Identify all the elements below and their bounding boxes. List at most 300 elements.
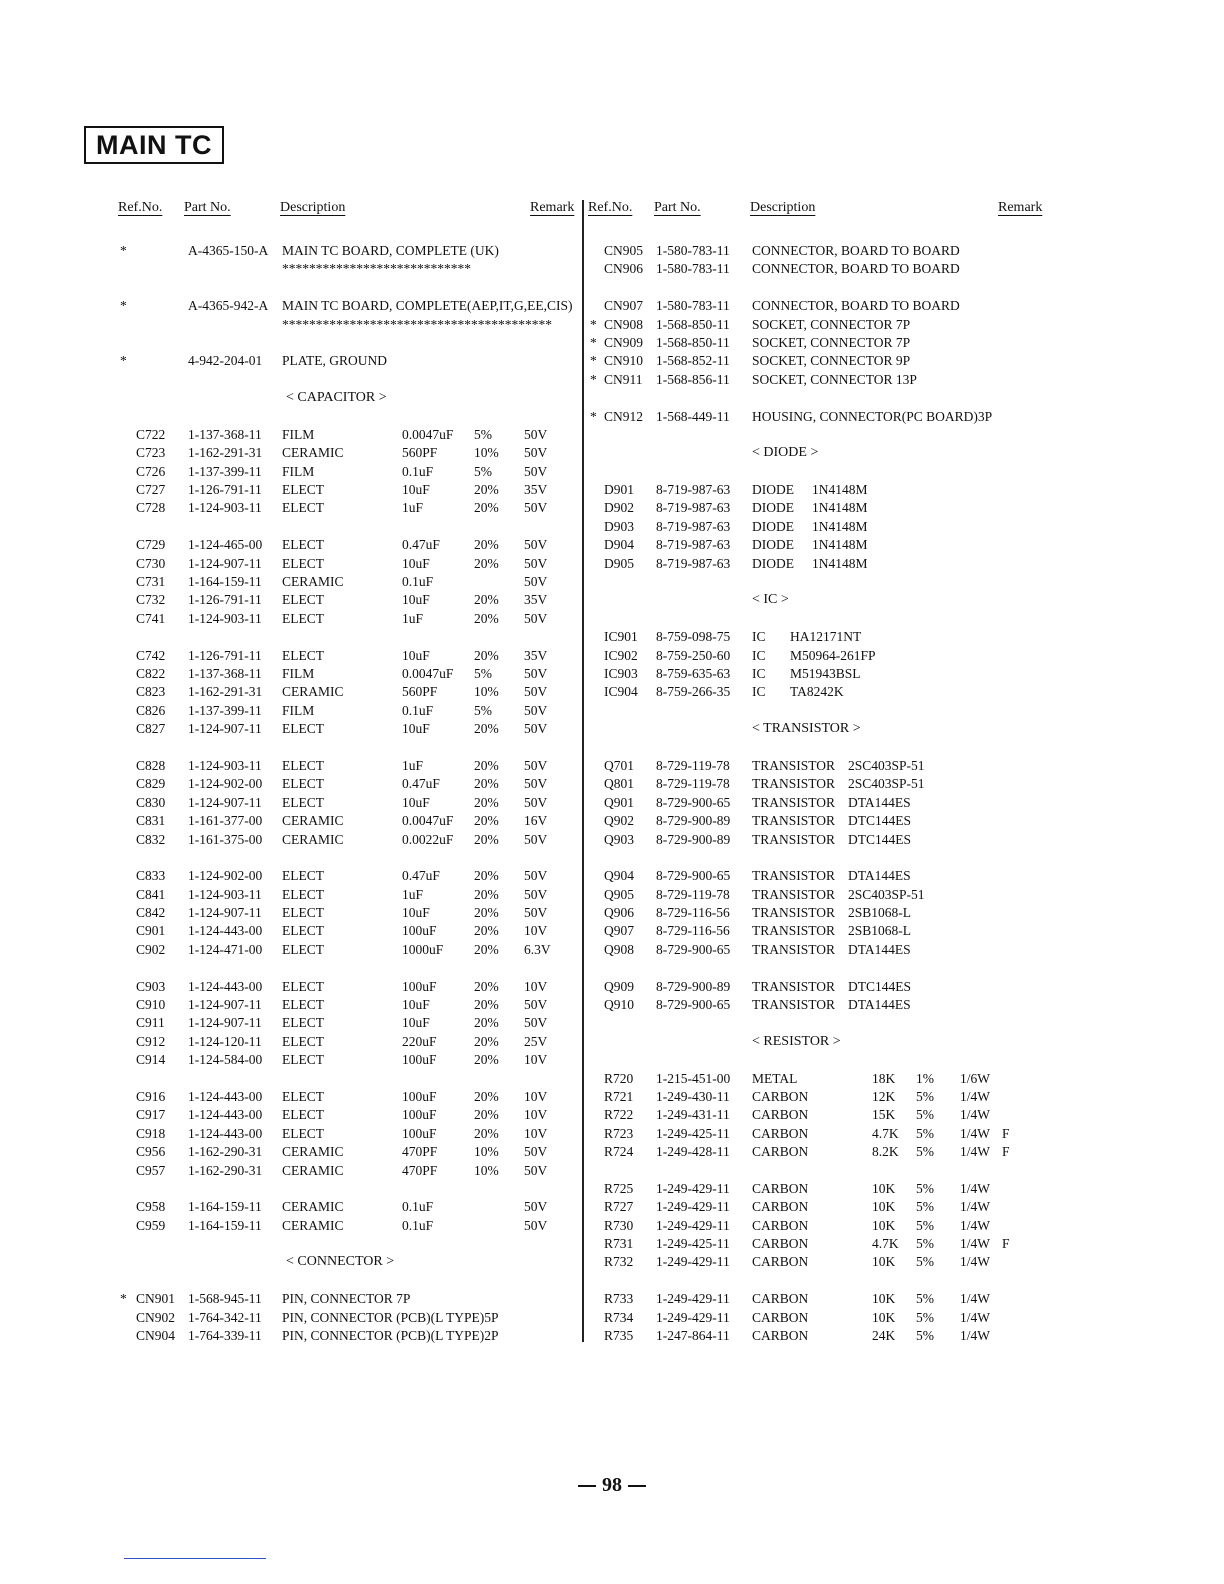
voltage: 10V — [524, 1088, 548, 1104]
value: 100uF — [402, 1125, 437, 1141]
value: 0.47uF — [402, 537, 440, 553]
list-item — [116, 978, 580, 996]
ref-number: C912 — [136, 1033, 166, 1049]
star-mark: * — [590, 316, 597, 332]
spacer — [588, 426, 1048, 444]
ref-number: C910 — [136, 997, 166, 1013]
description: DIODE — [752, 482, 794, 498]
description: IC — [752, 629, 766, 645]
part-number: 1-249-425-11 — [656, 1236, 730, 1252]
part-number: 1-249-429-11 — [656, 1291, 730, 1307]
ref-number: D901 — [604, 482, 634, 498]
description: ELECT — [282, 610, 324, 626]
part-number: 1-249-429-11 — [656, 1309, 730, 1325]
description: ELECT — [282, 923, 324, 939]
value: 100uF — [402, 1107, 437, 1123]
description: DIODE — [752, 518, 794, 534]
list-item — [116, 886, 580, 904]
wattage: 1/4W — [960, 1144, 990, 1160]
voltage: 50V — [524, 702, 548, 718]
part-number: 8-729-900-65 — [656, 868, 731, 884]
part-number: 1-124-903-11 — [188, 610, 262, 626]
tolerance: 20% — [474, 482, 499, 498]
description: CARBON — [752, 1291, 809, 1307]
type-number: DTC144ES — [848, 978, 912, 994]
list-item — [116, 922, 580, 940]
type-number: DTA144ES — [848, 794, 911, 810]
part-number: 1-124-903-11 — [188, 757, 262, 773]
spacer — [116, 1272, 580, 1290]
parts-list-left — [116, 200, 580, 1345]
value: 1uF — [402, 500, 424, 516]
spacer — [116, 1070, 580, 1088]
voltage: 25V — [524, 1033, 548, 1049]
part-number: 1-568-449-11 — [656, 408, 730, 424]
ref-number: Q909 — [604, 978, 634, 994]
part-number: 1-124-443-00 — [188, 1107, 263, 1123]
description: CERAMIC — [282, 684, 344, 700]
ref-number: C958 — [136, 1199, 166, 1215]
ref-number: R720 — [604, 1070, 634, 1086]
type-number: DTA144ES — [848, 997, 911, 1013]
header-remark: Remark — [998, 200, 1043, 215]
part-number: 1-249-430-11 — [656, 1088, 730, 1104]
spacer — [116, 849, 580, 867]
part-number: 1-137-368-11 — [188, 665, 262, 681]
part-number: 1-137-399-11 — [188, 463, 262, 479]
list-item — [588, 518, 1048, 536]
section-heading — [588, 720, 1048, 738]
list-item — [588, 536, 1048, 554]
ref-number: C831 — [136, 813, 166, 829]
part-number: 1-164-159-11 — [188, 1217, 262, 1233]
ref-number: CN909 — [604, 334, 644, 350]
list-item — [116, 647, 580, 665]
voltage: 50V — [524, 426, 548, 442]
voltage: 50V — [524, 794, 548, 810]
tolerance: 5% — [916, 1217, 934, 1233]
part-number: 1-164-159-11 — [188, 574, 262, 590]
description: CARBON — [752, 1254, 809, 1270]
remark: F — [1002, 1236, 1010, 1252]
value: 0.1uF — [402, 702, 434, 718]
list-item — [116, 1014, 580, 1032]
spacer — [116, 371, 580, 389]
ref-number: C918 — [136, 1125, 166, 1141]
tolerance: 10% — [474, 1144, 499, 1160]
ref-number: C830 — [136, 794, 166, 810]
value: 560PF — [402, 684, 438, 700]
tolerance: 5% — [916, 1254, 934, 1270]
part-number: 1-126-791-11 — [188, 592, 262, 608]
list-item — [588, 683, 1048, 701]
spacer — [116, 628, 580, 646]
star-mark: * — [120, 353, 127, 369]
tolerance: 5% — [916, 1125, 934, 1141]
part-number: 1-124-471-00 — [188, 941, 263, 957]
spacer — [116, 1235, 580, 1253]
description: TRANSISTOR — [752, 905, 836, 921]
voltage: 50V — [524, 610, 548, 626]
description: IC — [752, 665, 766, 681]
tolerance: 5% — [916, 1236, 934, 1252]
voltage: 10V — [524, 1125, 548, 1141]
voltage: 50V — [524, 684, 548, 700]
dash-left — [578, 1485, 596, 1487]
value: 10uF — [402, 997, 430, 1013]
spacer — [588, 1272, 1048, 1290]
description: ELECT — [282, 500, 324, 516]
type-number: HA12171NT — [790, 629, 862, 645]
list-item — [116, 481, 580, 499]
ref-number: CN912 — [604, 408, 644, 424]
voltage: 50V — [524, 757, 548, 773]
list-item — [116, 1033, 580, 1051]
description: ELECT — [282, 1125, 324, 1141]
ref-number: CN908 — [604, 316, 644, 332]
part-number: 1-162-290-31 — [188, 1162, 263, 1178]
ref-number: D905 — [604, 555, 634, 571]
list-item — [588, 922, 1048, 940]
voltage: 50V — [524, 445, 548, 461]
value: 10uF — [402, 482, 430, 498]
section-heading-label: < CAPACITOR > — [286, 390, 387, 406]
wattage: 1/4W — [960, 1199, 990, 1215]
value: 100uF — [402, 923, 437, 939]
ref-number: C723 — [136, 445, 166, 461]
list-item — [588, 1290, 1048, 1308]
part-number: 1-124-907-11 — [188, 1015, 262, 1031]
list-item — [588, 1235, 1048, 1253]
description: CARBON — [752, 1217, 809, 1233]
description: ELECT — [282, 868, 324, 884]
description: CARBON — [752, 1107, 809, 1123]
list-item — [588, 775, 1048, 793]
description: CARBON — [752, 1125, 809, 1141]
voltage: 35V — [524, 592, 548, 608]
ref-number: C828 — [136, 757, 166, 773]
list-item — [588, 941, 1048, 959]
part-number: 1-124-120-11 — [188, 1033, 262, 1049]
list-item — [116, 499, 580, 517]
value: 10K — [872, 1309, 896, 1325]
part-number: 1-124-907-11 — [188, 997, 262, 1013]
dash-right — [628, 1485, 646, 1487]
tolerance: 5% — [474, 426, 492, 442]
list-item — [588, 555, 1048, 573]
column-divider — [582, 200, 584, 1342]
header-description: Description — [280, 200, 346, 215]
spacer — [588, 702, 1048, 720]
list-item — [116, 1217, 580, 1235]
type-number: 1N4148M — [812, 500, 868, 516]
ref-number: C742 — [136, 647, 166, 663]
ref-number: Q801 — [604, 776, 634, 792]
remark: F — [1002, 1144, 1010, 1160]
type-number: 2SB1068-L — [848, 923, 912, 939]
description: PLATE, GROUND — [282, 353, 388, 369]
part-number: 8-729-119-78 — [656, 776, 730, 792]
part-number: A-4365-150-A — [188, 243, 269, 258]
part-number: 1-124-907-11 — [188, 905, 262, 921]
list-item — [588, 1180, 1048, 1198]
list-item — [116, 573, 580, 591]
description: CERAMIC — [282, 1144, 344, 1160]
part-number: 1-137-399-11 — [188, 702, 262, 718]
list-item — [588, 1125, 1048, 1143]
ref-number: IC904 — [604, 684, 638, 700]
description: SOCKET, CONNECTOR 7P — [752, 334, 911, 350]
ref-number: C726 — [136, 463, 166, 479]
description: FILM — [282, 702, 315, 718]
value: 100uF — [402, 1052, 437, 1068]
description: DIODE — [752, 555, 794, 571]
voltage: 50V — [524, 905, 548, 921]
tolerance: 5% — [916, 1291, 934, 1307]
description: ELECT — [282, 1107, 324, 1123]
wattage: 1/4W — [960, 1291, 990, 1307]
part-number: 1-568-852-11 — [656, 353, 730, 369]
section-heading-label: < DIODE > — [752, 445, 819, 461]
voltage: 50V — [524, 831, 548, 847]
voltage: 10V — [524, 1052, 548, 1068]
value: 0.1uF — [402, 463, 434, 479]
description: PIN, CONNECTOR (PCB)(L TYPE)2P — [282, 1328, 499, 1344]
tolerance: 20% — [474, 1125, 499, 1141]
ref-number: CN906 — [604, 261, 644, 277]
type-number: 2SC403SP-51 — [848, 757, 925, 773]
part-number: 1-568-856-11 — [656, 371, 730, 387]
spacer — [588, 959, 1048, 977]
list-item — [588, 757, 1048, 775]
part-number: 1-124-907-11 — [188, 721, 262, 737]
part-number: 8-719-987-63 — [656, 500, 731, 516]
ref-number: C914 — [136, 1052, 166, 1068]
description: TRANSISTOR — [752, 831, 836, 847]
board-row — [116, 242, 580, 260]
part-number: 1-124-907-11 — [188, 794, 262, 810]
voltage: 50V — [524, 997, 548, 1013]
list-item — [588, 334, 1048, 352]
type-number: 2SB1068-L — [848, 905, 912, 921]
tolerance: 20% — [474, 794, 499, 810]
list-item — [116, 352, 580, 370]
description: TRANSISTOR — [752, 776, 836, 792]
tolerance: 5% — [474, 665, 492, 681]
list-item — [116, 463, 580, 481]
tolerance: 20% — [474, 831, 499, 847]
value: 470PF — [402, 1144, 438, 1160]
list-item — [588, 1309, 1048, 1327]
voltage: 50V — [524, 1199, 548, 1215]
part-number: 1-568-850-11 — [656, 316, 730, 332]
list-item — [588, 1217, 1048, 1235]
wattage: 1/4W — [960, 1236, 990, 1252]
ref-number: R721 — [604, 1088, 634, 1104]
part-number: 8-729-119-78 — [656, 757, 730, 773]
ref-number: CN904 — [136, 1328, 176, 1344]
value: 10K — [872, 1217, 896, 1233]
ref-number: C722 — [136, 426, 166, 442]
description: ELECT — [282, 978, 324, 994]
description: ELECT — [282, 886, 324, 902]
ref-number: R725 — [604, 1180, 634, 1196]
voltage: 10V — [524, 923, 548, 939]
description: CERAMIC — [282, 445, 344, 461]
ref-number: Q910 — [604, 997, 634, 1013]
description: SOCKET, CONNECTOR 7P — [752, 316, 911, 332]
part-number: 1-249-428-11 — [656, 1144, 730, 1160]
value: 10uF — [402, 1015, 430, 1031]
wattage: 1/4W — [960, 1088, 990, 1104]
part-number: 8-759-266-35 — [656, 684, 731, 700]
ref-number: CN910 — [604, 353, 644, 369]
spacer — [116, 408, 580, 426]
value: 10uF — [402, 794, 430, 810]
column-headers-right — [588, 200, 1048, 222]
voltage: 50V — [524, 665, 548, 681]
part-number: 1-162-291-31 — [188, 684, 263, 700]
part-number: 1-161-377-00 — [188, 813, 263, 829]
value: 0.0047uF — [402, 813, 454, 829]
description: ELECT — [282, 1015, 324, 1031]
list-item — [588, 352, 1048, 370]
part-number: 1-764-342-11 — [188, 1309, 262, 1325]
ref-number: C823 — [136, 684, 166, 700]
description: ELECT — [282, 482, 324, 498]
list-item — [116, 812, 580, 830]
part-number: 1-164-159-11 — [188, 1199, 262, 1215]
board-stars — [116, 316, 580, 334]
ref-number: C822 — [136, 665, 166, 681]
part-number: 1-247-864-11 — [656, 1328, 730, 1344]
description: ELECT — [282, 592, 324, 608]
voltage: 10V — [524, 978, 548, 994]
ref-number: C833 — [136, 868, 166, 884]
description: TRANSISTOR — [752, 941, 836, 957]
list-item — [116, 1198, 580, 1216]
tolerance: 20% — [474, 997, 499, 1013]
type-number: 1N4148M — [812, 482, 868, 498]
wattage: 1/6W — [960, 1070, 990, 1086]
part-number: 8-729-900-65 — [656, 941, 731, 957]
description: CARBON — [752, 1309, 809, 1325]
description: TRANSISTOR — [752, 813, 836, 829]
value: 10K — [872, 1254, 896, 1270]
part-number: 1-162-291-31 — [188, 445, 263, 461]
type-number: 2SC403SP-51 — [848, 886, 925, 902]
part-number: 1-568-945-11 — [188, 1291, 262, 1307]
part-number: 1-126-791-11 — [188, 482, 262, 498]
voltage: 50V — [524, 555, 548, 571]
description: SOCKET, CONNECTOR 13P — [752, 371, 917, 387]
part-number: 1-215-451-00 — [656, 1070, 731, 1086]
ref-number: C729 — [136, 537, 166, 553]
tolerance: 20% — [474, 1033, 499, 1049]
voltage: 50V — [524, 1015, 548, 1031]
spacer — [116, 279, 580, 297]
description: ELECT — [282, 1088, 324, 1104]
value: 0.1uF — [402, 574, 434, 590]
spacer — [588, 389, 1048, 407]
ref-number: D902 — [604, 500, 634, 516]
part-number: 1-124-902-00 — [188, 868, 263, 884]
list-item — [116, 904, 580, 922]
tolerance: 5% — [916, 1328, 934, 1344]
section-heading-label: < RESISTOR > — [752, 1033, 841, 1049]
list-item — [588, 242, 1048, 260]
wattage: 1/4W — [960, 1254, 990, 1270]
value: 0.0047uF — [402, 665, 454, 681]
description: ELECT — [282, 1052, 324, 1068]
description: ELECT — [282, 721, 324, 737]
description: DIODE — [752, 500, 794, 516]
list-item — [116, 757, 580, 775]
tolerance: 1% — [916, 1070, 934, 1086]
value: 10K — [872, 1180, 896, 1196]
wattage: 1/4W — [960, 1125, 990, 1141]
part-number: 1-124-903-11 — [188, 886, 262, 902]
part-number: 8-729-119-78 — [656, 886, 730, 902]
description: TRANSISTOR — [752, 886, 836, 902]
ref-number: C727 — [136, 482, 166, 498]
ref-number: C741 — [136, 610, 166, 626]
part-number: 1-580-783-11 — [656, 298, 730, 314]
description: DIODE — [752, 537, 794, 553]
list-item — [588, 647, 1048, 665]
stars-line: **************************** — [282, 261, 471, 277]
tolerance: 20% — [474, 757, 499, 773]
ref-number: C903 — [136, 978, 166, 994]
list-item — [588, 1198, 1048, 1216]
section-heading — [116, 1253, 580, 1271]
wattage: 1/4W — [960, 1328, 990, 1344]
value: 1uF — [402, 886, 424, 902]
ref-number: Q906 — [604, 905, 634, 921]
section-heading-label: < CONNECTOR > — [286, 1254, 395, 1270]
tolerance: 20% — [474, 1088, 499, 1104]
tolerance: 20% — [474, 978, 499, 994]
ref-number: C732 — [136, 592, 166, 608]
description: ELECT — [282, 776, 324, 792]
tolerance: 20% — [474, 776, 499, 792]
list-item — [588, 297, 1048, 315]
value: 12K — [872, 1088, 896, 1104]
value: 470PF — [402, 1162, 438, 1178]
part-number: 8-759-250-60 — [656, 647, 731, 663]
part-number: 1-249-429-11 — [656, 1199, 730, 1215]
voltage: 16V — [524, 813, 548, 829]
value: 1uF — [402, 610, 424, 626]
ref-number: R734 — [604, 1309, 634, 1325]
ref-number: CN911 — [604, 371, 643, 387]
header-ref: Ref.No. — [588, 200, 633, 215]
ref-number: IC903 — [604, 665, 638, 681]
section-heading — [588, 591, 1048, 609]
part-number: 8-719-987-63 — [656, 555, 731, 571]
tolerance: 5% — [916, 1199, 934, 1215]
type-number: M50964-261FP — [790, 647, 876, 663]
description: ELECT — [282, 555, 324, 571]
description: CERAMIC — [282, 1217, 344, 1233]
tolerance: 10% — [474, 1162, 499, 1178]
part-number: 1-124-907-11 — [188, 555, 262, 571]
description: FILM — [282, 426, 315, 442]
part-number: 1-124-443-00 — [188, 923, 263, 939]
voltage: 50V — [524, 500, 548, 516]
part-number: 1-249-429-11 — [656, 1254, 730, 1270]
part-number: 1-580-783-11 — [656, 243, 730, 258]
